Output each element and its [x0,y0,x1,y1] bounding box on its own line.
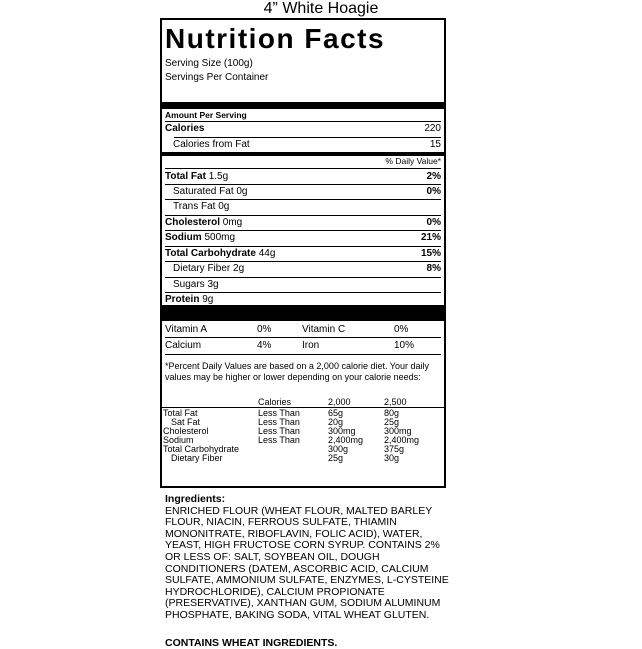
nutrient-label: Sugars 3g [173,279,219,290]
calcium-value: 4% [257,340,272,351]
dv-table-cell: 25g [384,417,400,427]
divider [165,337,441,338]
daily-value-header: % Daily Value* [385,156,441,166]
ingredients-line: YEAST, HIGH FRUCTOSE CORN SYRUP. CONTAINS 2% [165,539,440,552]
ingredients-line: SULFATE, AMMONIUM SULFATE, ENZYMES, L-CYSTEINE [165,574,449,587]
dv-table-cell: Dietary Fiber [171,453,223,463]
nutrient-label: Total Carbohydrate 44g [165,248,276,259]
calories-from-fat-row: Calories from Fat 15 [173,139,441,150]
dv-table-cell: Less Than [258,408,300,418]
dv-table-cell: 30g [384,453,400,463]
dv-head-calories: Calories [258,397,292,407]
dv-table-cell: Total Carbohydrate [163,444,240,454]
nutrition-facts-panel [160,18,446,488]
ingredients-text [165,506,465,622]
dv-table-cell: 20g [328,417,344,427]
divider [162,407,444,408]
ingredients-block [165,494,465,622]
nutrient-row [165,170,441,184]
amount-per-serving: Amount Per Serving [165,110,247,120]
nutrient-label: Saturated Fat 0g [173,186,248,197]
dv-table-cell: Sat Fat [171,417,201,427]
nutrient-daily-value: 8% [426,263,441,274]
dv-head-2000: 2,000 [328,397,351,407]
dv-table-cell: 65g [328,408,344,418]
divider [165,168,441,169]
dv-table-cell: 2,400mg [328,435,364,445]
ingredients-line: FLOUR, NIACIN, FERROUS SULFATE, THIAMIN [165,516,397,529]
nutrient-label: Total Fat 1.5g [165,171,229,182]
vitamin-c-label: Vitamin C [302,324,346,335]
nutrient-label: Protein 9g [165,294,214,305]
dv-table-cell: Less Than [258,435,300,445]
nutrient-row [165,278,441,292]
divider [165,354,441,355]
dv-head-2500: 2,500 [384,397,407,407]
ingredients-heading: Ingredients: [165,493,226,505]
thick-divider [162,305,444,321]
nutrient-label: Dietary Fiber 2g [173,263,245,274]
vitamin-a-value: 0% [257,324,272,335]
nutrient-label: Cholesterol 0mg [165,217,243,228]
nutrient-daily-value: 15% [420,248,441,259]
nutrient-row [165,262,441,276]
dv-table-cell: 300g [328,444,349,454]
nutrient-label: Trans Fat 0g [173,201,230,212]
dv-table-cell: 300mg [328,426,356,436]
nutrition-facts-heading: Nutrition Facts [165,23,386,54]
dv-table-cell: 2,400mg [384,435,420,445]
nutrient-row [165,216,441,230]
product-title: 4” White Hoagie [263,0,379,17]
nutrient-label: Sodium 500mg [165,232,236,243]
dv-table-cell: Cholesterol [163,426,209,436]
ingredients-line: HYDROCHLORIDE), CALCIUM PROPIONATE [165,585,385,598]
ingredients-line: PHOSPHATE, BAKING SODA, VITAL WHEAT GLUTEN. [165,608,430,621]
nutrient-row [165,200,441,214]
nutrient-daily-value: 0% [426,217,441,228]
serving-size: Serving Size (100g) [165,58,253,69]
servings-per-container: Servings Per Container [165,72,269,83]
ingredients-line: ENRICHED FLOUR (WHEAT FLOUR, MALTED BARLEY [165,504,433,517]
nutrient-daily-value: 2% [426,171,441,182]
vitamin-c-value: 0% [394,324,409,335]
iron-label: Iron [302,340,320,351]
ingredients-line: (PRESERVATIVE), XANTHAN GUM, SODIUM ALUMINUM [165,597,441,610]
ingredients-line: MONONITRATE, RIBOFLAVIN, FOLIC ACID), WATER, [165,527,423,540]
nutrient-daily-value: 0% [426,186,441,197]
dv-table-cell: 25g [328,453,344,463]
nutrient-daily-value: 21% [420,232,441,243]
dv-table-cell: Less Than [258,417,300,427]
nutrient-row [165,247,441,261]
nutrient-row [165,185,441,199]
dv-table-cell: 300mg [384,426,412,436]
dv-table-cell: Sodium [163,435,194,445]
vitamin-a-label: Vitamin A [165,324,208,335]
allergen-statement: CONTAINS WHEAT INGREDIENTS. [165,637,338,649]
dv-table-cell: 80g [384,408,400,418]
calcium-label: Calcium [165,340,202,351]
ingredients-line: OR LESS OF: SALT, SOYBEAN OIL, DOUGH [165,550,380,563]
dv-table-cell: Total Fat [163,408,198,418]
iron-value: 10% [394,340,415,351]
dv-table-cell: 375g [384,444,405,454]
dv-table-cell: Less Than [258,426,300,436]
footnote: *Percent Daily Values are based on a 2,000 calorie diet. Your daily values may be higher or lower depending on your calorie needs: [165,361,430,382]
nutrient-row [165,231,441,245]
ingredients-line: CONDITIONERS (DATEM, ASCORBIC ACID, CALCIUM [165,562,429,575]
calories-row: Calories 220 [165,123,441,134]
thick-divider [162,102,444,109]
